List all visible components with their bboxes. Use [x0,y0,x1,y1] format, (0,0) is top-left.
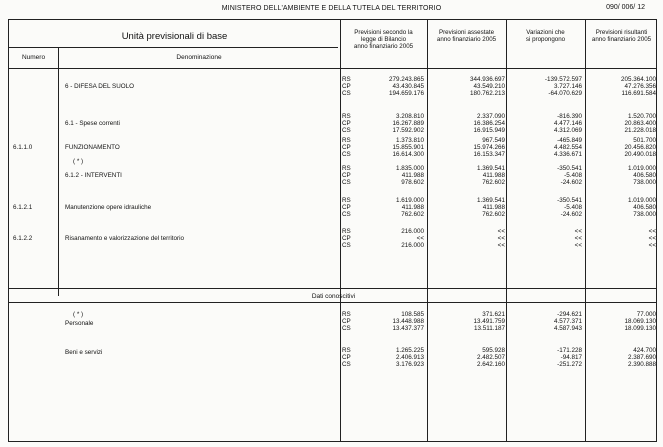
header-rule [9,68,656,69]
amount-cell: 3.727.146 [553,83,582,90]
numero-heading: Numero [21,54,46,61]
amount-cell: -251.272 [557,361,582,368]
amount-cell: 18.069.130 [624,318,656,325]
amount-cell: 216.000 [401,228,424,235]
amount-cell: 1.619.000 [395,197,424,204]
amount-cell: 967.549 [482,137,505,144]
heading-line: anno finanziario 2005 [353,43,414,51]
row-number: 6.1.2.1 [13,204,33,211]
amount-cell: 3.208.810 [395,113,424,120]
section-rule [9,288,656,289]
heading-line: Previsioni risultanti [595,29,648,36]
amount-cell: -171.228 [557,347,582,354]
amount-cell: 16.153.347 [473,151,505,158]
amount-cell: << [497,242,505,249]
amount-cell: 108.585 [401,311,424,318]
amount-cell: 1.369.541 [476,165,505,172]
amount-cell: 279.243.865 [388,76,424,83]
amount-cell: -350.541 [557,197,582,204]
row-label: 6.1 - Spese correnti [65,120,120,127]
ministry-title: MINISTERO DELL'AMBIENTE E DELLA TUTELA DEL TERRITORIO [221,5,442,12]
amount-cell: 2.642.160 [476,361,505,368]
amount-cell: 4.336.671 [553,151,582,158]
row-type-code: CS [342,151,351,158]
variazioni-heading [506,29,585,43]
row-type-code: CS [342,211,351,218]
row-type-code: CP [342,204,351,211]
amount-cell: 1.265.225 [395,347,424,354]
amount-cell: 18.099.130 [624,325,656,332]
amount-cell: 406.580 [633,204,656,211]
row-type-code: CS [342,361,351,368]
column-divider [585,20,586,441]
amount-cell: 13.511.187 [473,325,505,332]
previsioni-assestate-heading [427,29,506,43]
row-type-code: RS [342,311,351,318]
amount-cell: -816.390 [557,113,582,120]
heading-line: Previsioni assestate [438,29,495,36]
row-number: 6.1.2.2 [13,235,33,242]
amount-cell: 116.691.584 [621,90,656,97]
row-type-code: RS [342,165,351,172]
amount-cell: 411.988 [482,172,505,179]
amount-cell: -294.621 [557,311,582,318]
row-type-code: CS [342,90,351,97]
denominazione-heading: Denominazione [176,54,222,61]
amount-cell: 762.602 [482,211,505,218]
column-divider [58,47,59,296]
amount-cell: 194.659.176 [388,90,424,97]
row-type-code: CS [342,242,351,249]
row-type-code: CS [342,127,351,134]
row-type-code: RS [342,76,351,83]
amount-cell: 424.700 [633,347,656,354]
amount-cell: 738.000 [633,179,656,186]
row-label: 6.1.2 - INTERVENTI [65,172,122,179]
amount-cell: 20.490.018 [624,151,656,158]
amount-cell: 180.762.213 [469,90,505,97]
heading-line: anno finanziario 2005 [591,36,652,44]
dati-label: Beni e servizi [65,349,103,356]
row-type-code: RS [342,197,351,204]
amount-cell: 4.587.943 [553,325,582,332]
amount-cell: << [648,242,656,249]
row-label: Risanamento e valorizzazione del territorio [65,235,184,242]
amount-cell: 501.700 [633,137,656,144]
heading-line: anno finanziario 2005 [436,36,497,44]
previsioni-legge-heading [340,29,427,51]
amount-cell: 595.928 [482,347,505,354]
amount-cell: << [574,228,582,235]
row-label: Manutenzione opere idrauliche [65,204,152,211]
amount-cell: 4.482.554 [553,144,582,151]
amount-cell: << [416,235,424,242]
amount-cell: 1.369.541 [476,197,505,204]
column-divider [427,20,428,441]
dati-label: Personale [65,320,94,327]
amount-cell: 1.019.000 [627,165,656,172]
amount-cell: 15.974.266 [473,144,505,151]
amount-cell: -5.408 [564,204,582,211]
amount-cell: -94.817 [560,354,582,361]
amount-cell: 411.988 [401,172,424,179]
amount-cell: << [648,235,656,242]
amount-cell: 1.373.810 [395,137,424,144]
amount-cell: << [497,228,505,235]
amount-cell: 344.936.697 [469,76,505,83]
row-type-code: CP [342,120,351,127]
heading-line: si propongono [525,36,566,44]
amount-cell: 47.276.356 [624,83,656,90]
amount-cell: 2.387.690 [627,354,656,361]
amount-cell: 17.592.902 [392,127,424,134]
amount-cell: -24.602 [560,211,582,218]
row-label: 6 - DIFESA DEL SUOLO [65,83,135,90]
heading-line: legge di Bilancio [360,36,407,44]
amount-cell: -465.849 [557,137,582,144]
amount-cell: 738.000 [633,211,656,218]
amount-cell: 411.988 [482,204,505,211]
row-type-code: RS [342,137,351,144]
row-type-code: CP [342,144,351,151]
amount-cell: << [497,235,505,242]
amount-cell: 1.835.000 [395,165,424,172]
amount-cell: -139.572.597 [544,76,582,83]
row-type-code: CP [342,318,351,325]
amount-cell: 16.267.889 [392,120,424,127]
heading-line: Previsioni secondo la [354,29,413,36]
row-divider [9,47,338,48]
amount-cell: 13.448.988 [392,318,424,325]
amount-cell: 1.520.700 [627,113,656,120]
amount-cell: 43.430.845 [392,83,424,90]
amount-cell: -350.541 [557,165,582,172]
document-code: 090/ 006/ 12 [606,4,645,11]
dati-conoscitivi-heading: Dati conoscitivi [311,293,356,300]
amount-cell: 406.580 [633,172,656,179]
amount-cell: 43.549.210 [473,83,505,90]
row-type-code: CP [342,235,351,242]
amount-cell: << [574,242,582,249]
amount-cell: 762.602 [482,179,505,186]
amount-cell: 16.614.300 [392,151,424,158]
amount-cell: 15.855.901 [392,144,424,151]
row-type-code: RS [342,113,351,120]
amount-cell: 205.364.100 [620,76,656,83]
amount-cell: << [648,228,656,235]
amount-cell: 371.621 [482,311,505,318]
unita-heading: Unità previsionali di base [121,31,228,42]
column-divider [506,20,507,441]
amount-cell: 21.228.018 [624,127,656,134]
amount-cell: 16.915.949 [473,127,505,134]
amount-cell: 77.000 [636,311,656,318]
amount-cell: 4.312.069 [553,127,582,134]
heading-line: Variazioni che [526,29,565,36]
dati-label: ( * ) [73,311,84,318]
amount-cell: 20.863.400 [624,120,656,127]
amount-cell: 2.337.090 [476,113,505,120]
row-type-code: CS [342,325,351,332]
amount-cell: 216.000 [401,242,424,249]
previsioni-risultanti-heading [585,29,658,43]
row-type-code: RS [342,347,351,354]
amount-cell: -64.070.629 [548,90,582,97]
amount-cell: -24.602 [560,179,582,186]
row-type-code: RS [342,228,351,235]
amount-cell: 3.176.923 [395,361,424,368]
amount-cell: 1.019.000 [627,197,656,204]
amount-cell: 978.602 [401,179,424,186]
amount-cell: -5.408 [564,172,582,179]
amount-cell: 13.437.377 [392,325,424,332]
amount-cell: 4.577.371 [553,318,582,325]
amount-cell: << [574,235,582,242]
amount-cell: 4.477.146 [553,120,582,127]
amount-cell: 20.456.820 [624,144,656,151]
amount-cell: 762.602 [401,211,424,218]
section-rule [9,302,656,303]
amount-cell: 2.390.888 [627,361,656,368]
row-type-code: CP [342,172,351,179]
amount-cell: 2.482.507 [476,354,505,361]
budget-table [8,19,657,442]
amount-cell: 16.386.254 [473,120,505,127]
amount-cell: 2.406.913 [395,354,424,361]
row-type-code: CP [342,354,351,361]
row-label: FUNZIONAMENTO [65,144,120,151]
column-divider [340,20,341,441]
amount-cell: 13.491.759 [473,318,505,325]
row-type-code: CS [342,179,351,186]
row-number: 6.1.1.0 [13,144,33,151]
amount-cell: 411.988 [401,204,424,211]
row-type-code: CP [342,83,351,90]
row-note: ( * ) [73,158,84,165]
